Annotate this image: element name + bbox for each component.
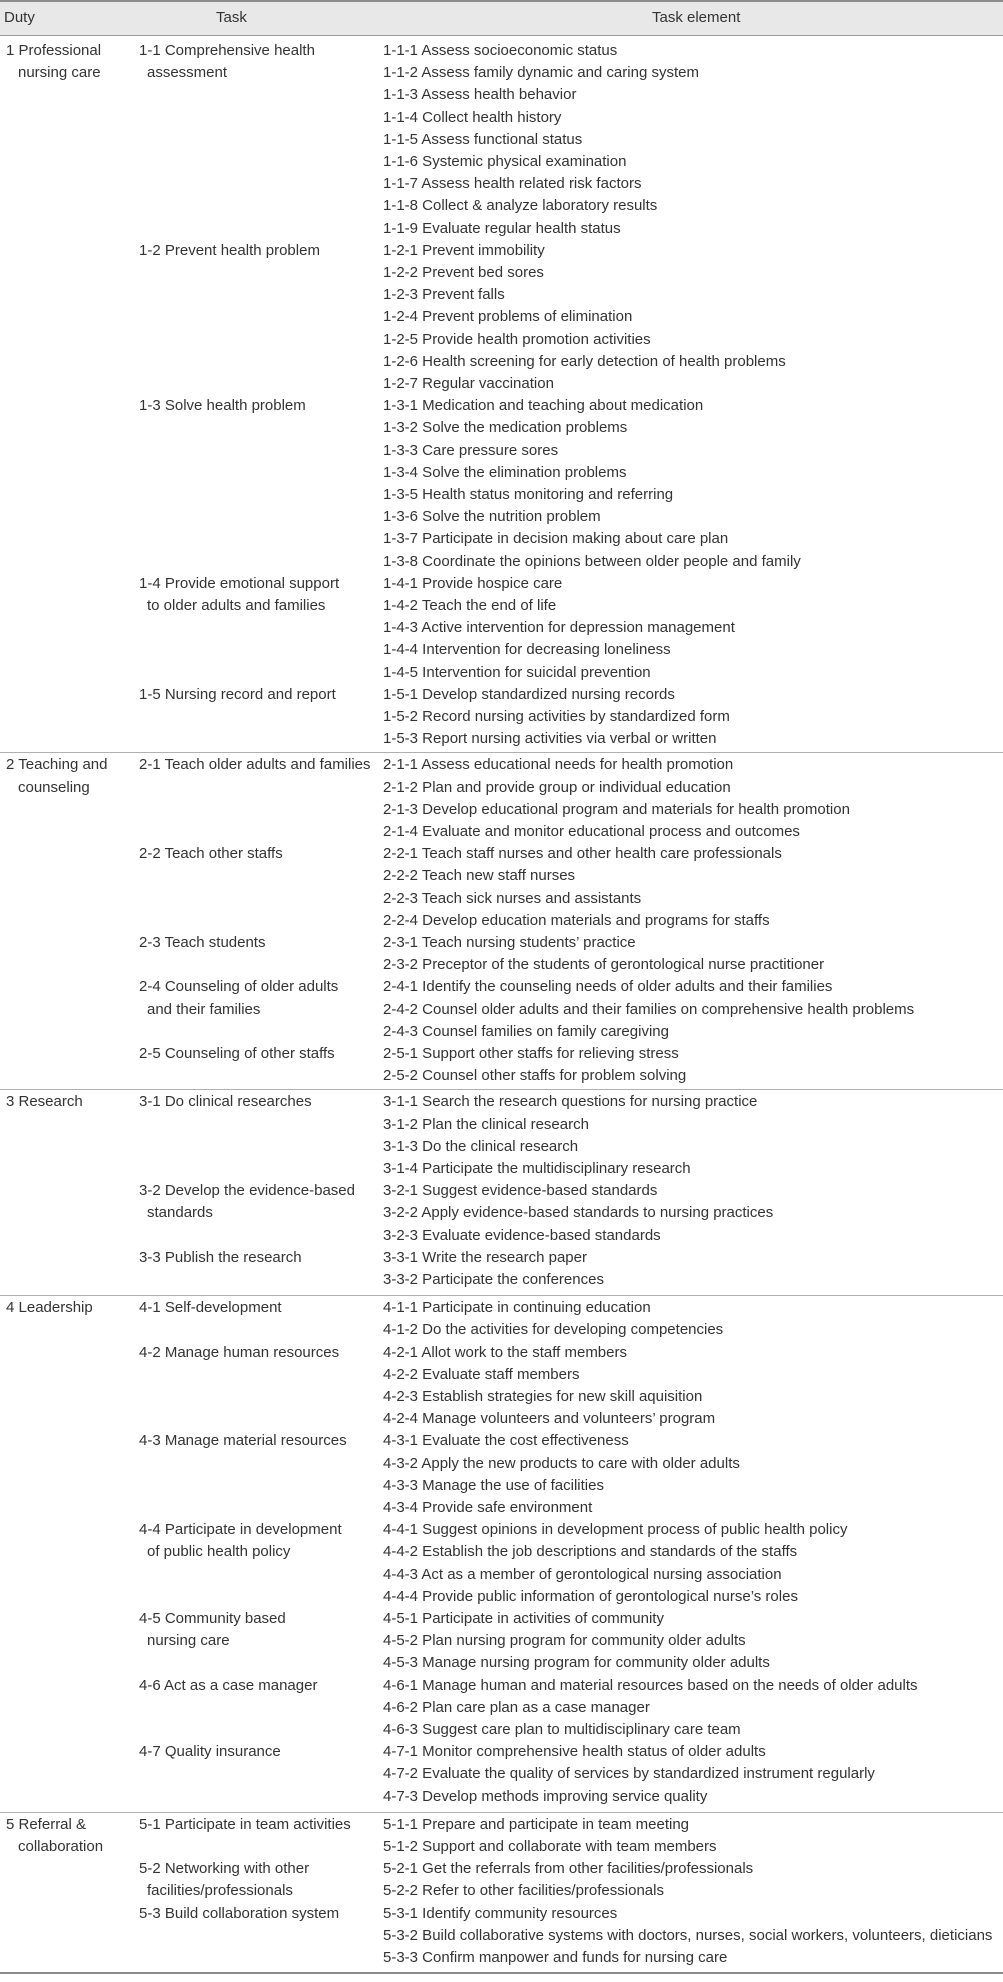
task-element: 1-1-3 Assess health behavior xyxy=(383,86,577,104)
table-header xyxy=(0,0,1003,36)
task-element: 1-4-4 Intervention for decreasing loneliness xyxy=(383,641,671,659)
duty-label: 4 Leadership xyxy=(6,1299,93,1317)
task-label: 2-2 Teach other staffs xyxy=(139,845,283,863)
task-label: 3-1 Do clinical researches xyxy=(139,1093,312,1111)
duty-divider xyxy=(0,1089,1003,1090)
task-element: 4-1-2 Do the activities for developing competencies xyxy=(383,1321,724,1339)
task-label: of public health policy xyxy=(147,1543,291,1561)
task-element: 1-2-1 Prevent immobility xyxy=(383,241,545,259)
task-element: 4-7-1 Monitor comprehensive health status of older adults xyxy=(383,1743,766,1761)
task-label: standards xyxy=(147,1204,213,1222)
task-element: 5-2-1 Get the referrals from other facilities/professionals xyxy=(383,1860,754,1878)
task-label: 5-1 Participate in team activities xyxy=(139,1815,351,1833)
task-label: 1-1 Comprehensive health xyxy=(139,42,315,59)
task-element: 1-3-7 Participate in decision making about care plan xyxy=(383,530,729,548)
task-element: 2-4-3 Counsel families on family caregiving xyxy=(383,1022,669,1040)
task-element: 4-3-1 Evaluate the cost effectiveness xyxy=(383,1432,629,1450)
task-element: 4-3-3 Manage the use of facilities xyxy=(383,1476,604,1494)
duty-label: 1 Professional xyxy=(6,42,102,59)
header-task: Task xyxy=(216,9,247,26)
task-label: 4-6 Act as a case manager xyxy=(139,1676,318,1694)
task-element: 1-1-5 Assess functional status xyxy=(383,130,583,148)
task-label: 1-2 Prevent health problem xyxy=(139,241,320,259)
task-label: to older adults and families xyxy=(147,597,326,614)
task-element: 2-5-2 Counsel other staffs for problem solving xyxy=(383,1067,687,1085)
task-element: 4-7-3 Develop methods improving service quality xyxy=(383,1787,708,1805)
duty-label: collaboration xyxy=(18,1838,104,1855)
task-element: 4-6-3 Suggest care plan to multidisciplinary care team xyxy=(383,1721,741,1738)
task-element: 4-4-2 Establish the job descriptions and standards of the staffs xyxy=(383,1543,798,1561)
task-element: 4-2-3 Establish strategies for new skill aquisition xyxy=(383,1388,703,1405)
duty-label: 2 Teaching and xyxy=(6,756,108,774)
task-element: 1-4-5 Intervention for suicidal prevention xyxy=(383,663,651,681)
task-element: 3-2-2 Apply evidence-based standards to nursing practices xyxy=(383,1204,774,1222)
task-element: 4-6-1 Manage human and material resources based on the needs of older adults xyxy=(383,1676,918,1694)
task-element: 1-3-5 Health status monitoring and referring xyxy=(383,486,674,503)
task-element: 4-2-2 Evaluate staff members xyxy=(383,1365,580,1383)
task-label: 4-2 Manage human resources xyxy=(139,1343,340,1361)
task-element: 2-2-1 Teach staff nurses and other health care professionals xyxy=(383,845,782,863)
task-element: 4-6-2 Plan care plan as a case manager xyxy=(383,1698,650,1716)
task-element: 2-2-2 Teach new staff nurses xyxy=(383,867,576,885)
task-label: 2-4 Counseling of older adults xyxy=(139,978,339,996)
task-element: 2-1-2 Plan and provide group or individual education xyxy=(383,778,731,796)
task-label: facilities/professionals xyxy=(147,1882,293,1900)
task-element: 4-7-2 Evaluate the quality of services by standardized instrument regularly xyxy=(383,1765,875,1783)
task-label: 5-3 Build collaboration system xyxy=(139,1904,340,1922)
task-element: 1-1-6 Systemic physical examination xyxy=(383,153,627,170)
task-element: 3-1-3 Do the clinical research xyxy=(383,1137,579,1155)
task-element: 1-3-2 Solve the medication problems xyxy=(383,419,628,437)
task-element: 1-2-3 Prevent falls xyxy=(383,286,505,304)
task-element: 1-5-2 Record nursing activities by standardized form xyxy=(383,708,730,725)
task-element: 5-2-2 Refer to other facilities/professionals xyxy=(383,1882,664,1900)
task-element: 1-1-4 Collect health history xyxy=(383,108,562,126)
task-label: 1-3 Solve health problem xyxy=(139,397,306,415)
task-element: 3-1-2 Plan the clinical research xyxy=(383,1115,589,1133)
task-label: nursing care xyxy=(147,1632,230,1650)
task-element: 3-3-1 Write the research paper xyxy=(383,1248,587,1266)
task-element: 1-3-4 Solve the elimination problems xyxy=(383,463,627,481)
task-element: 1-2-4 Prevent problems of elimination xyxy=(383,308,633,326)
task-element: 5-3-2 Build collaborative systems with doctors, nurses, social workers, volunteers, dieticians xyxy=(383,1926,993,1944)
task-element: 4-5-1 Participate in activities of community xyxy=(383,1610,664,1627)
task-element: 3-1-1 Search the research questions for nursing practice xyxy=(383,1093,758,1111)
task-label: 1-5 Nursing record and report xyxy=(139,685,336,703)
task-label: 4-1 Self-development xyxy=(139,1299,282,1317)
task-element: 2-3-2 Preceptor of the students of gerontological nurse practitioner xyxy=(383,956,825,974)
task-element: 1-2-7 Regular vaccination xyxy=(383,375,554,392)
task-element: 2-3-1 Teach nursing students’ practice xyxy=(383,934,636,951)
task-element: 1-3-3 Care pressure sores xyxy=(383,441,559,459)
task-label: and their families xyxy=(147,1000,261,1018)
task-element: 2-4-1 Identify the counseling needs of older adults and their families xyxy=(383,978,833,996)
task-element: 5-3-1 Identify community resources xyxy=(383,1904,618,1922)
header-duty: Duty xyxy=(4,9,35,26)
task-element: 1-1-9 Evaluate regular health status xyxy=(383,219,621,237)
duty-label: nursing care xyxy=(18,64,101,82)
task-element: 3-2-1 Suggest evidence-based standards xyxy=(383,1182,658,1200)
task-element: 2-1-4 Evaluate and monitor educational process and outcomes xyxy=(383,823,800,840)
task-element: 4-3-2 Apply the new products to care with older adults xyxy=(383,1454,740,1472)
task-element: 1-1-1 Assess socioeconomic status xyxy=(383,42,618,59)
task-element: 1-1-8 Collect & analyze laboratory results xyxy=(383,197,658,215)
task-element: 5-1-1 Prepare and participate in team meeting xyxy=(383,1815,690,1833)
task-element: 3-2-3 Evaluate evidence-based standards xyxy=(383,1226,661,1244)
table-bottom-rule xyxy=(0,1972,1003,1974)
task-element: 4-5-2 Plan nursing program for community older adults xyxy=(383,1632,746,1650)
task-element: 4-4-1 Suggest opinions in development process of public health policy xyxy=(383,1521,848,1539)
task-element: 1-4-3 Active intervention for depression management xyxy=(383,619,735,637)
task-element: 4-2-1 Allot work to the staff members xyxy=(383,1343,627,1361)
task-label: 1-4 Provide emotional support xyxy=(139,574,340,592)
task-element: 1-5-3 Report nursing activities via verbal or written xyxy=(383,730,717,748)
task-element: 5-3-3 Confirm manpower and funds for nursing care xyxy=(383,1949,728,1966)
task-label: 4-4 Participate in development xyxy=(139,1521,342,1539)
task-element: 4-3-4 Provide safe environment xyxy=(383,1499,593,1516)
task-element: 1-1-2 Assess family dynamic and caring system xyxy=(383,64,699,82)
duty-divider xyxy=(0,1295,1003,1296)
task-label: 2-5 Counseling of other staffs xyxy=(139,1045,335,1062)
task-element: 1-2-5 Provide health promotion activities xyxy=(383,330,651,348)
task-element: 1-2-2 Prevent bed sores xyxy=(383,264,544,281)
task-element: 1-2-6 Health screening for early detection of health problems xyxy=(383,352,786,370)
task-element: 2-4-2 Counsel older adults and their families on comprehensive health problems xyxy=(383,1000,915,1018)
task-label: 3-3 Publish the research xyxy=(139,1248,302,1266)
task-label: 3-2 Develop the evidence-based xyxy=(139,1182,355,1200)
duty-label: 5 Referral & xyxy=(6,1815,87,1833)
task-element: 2-5-1 Support other staffs for relieving stress xyxy=(383,1045,679,1062)
task-element: 1-3-1 Medication and teaching about medication xyxy=(383,397,704,415)
task-element: 1-5-1 Develop standardized nursing records xyxy=(383,685,675,703)
duty-label: counseling xyxy=(18,778,90,796)
task-element: 1-4-2 Teach the end of life xyxy=(383,597,557,614)
task-element: 2-2-4 Develop education materials and programs for staffs xyxy=(383,911,770,929)
task-label: 5-2 Networking with other xyxy=(139,1860,310,1878)
task-element: 2-1-3 Develop educational program and materials for health promotion xyxy=(383,800,850,818)
duty-label: 3 Research xyxy=(6,1093,83,1111)
task-element: 2-2-3 Teach sick nurses and assistants xyxy=(383,889,642,907)
task-element: 1-3-6 Solve the nutrition problem xyxy=(383,508,601,526)
task-element: 2-1-1 Assess educational needs for health promotion xyxy=(383,756,734,774)
task-element: 4-2-4 Manage volunteers and volunteers’ program xyxy=(383,1410,716,1428)
task-label: 4-5 Community based xyxy=(139,1610,286,1627)
task-element: 4-5-3 Manage nursing program for community older adults xyxy=(383,1654,770,1672)
task-element: 1-3-8 Coordinate the opinions between older people and family xyxy=(383,552,801,570)
task-element: 4-1-1 Participate in continuing education xyxy=(383,1299,651,1317)
task-label: 2-1 Teach older adults and families xyxy=(139,756,371,774)
header-task-element: Task element xyxy=(652,9,741,26)
task-element: 4-4-3 Act as a member of gerontological nursing association xyxy=(383,1565,782,1583)
task-element: 4-4-4 Provide public information of gerontological nurse’s roles xyxy=(383,1587,798,1605)
task-element: 5-1-2 Support and collaborate with team members xyxy=(383,1838,717,1855)
task-label: assessment xyxy=(147,64,228,82)
task-label: 4-7 Quality insurance xyxy=(139,1743,281,1761)
duty-divider xyxy=(0,1812,1003,1813)
task-element: 3-1-4 Participate the multidisciplinary research xyxy=(383,1160,691,1177)
task-label: 2-3 Teach students xyxy=(139,934,266,951)
task-element: 1-4-1 Provide hospice care xyxy=(383,574,563,592)
task-label: 4-3 Manage material resources xyxy=(139,1432,347,1450)
duty-divider xyxy=(0,752,1003,753)
task-element: 1-1-7 Assess health related risk factors xyxy=(383,175,642,193)
task-element: 3-3-2 Participate the conferences xyxy=(383,1271,604,1288)
